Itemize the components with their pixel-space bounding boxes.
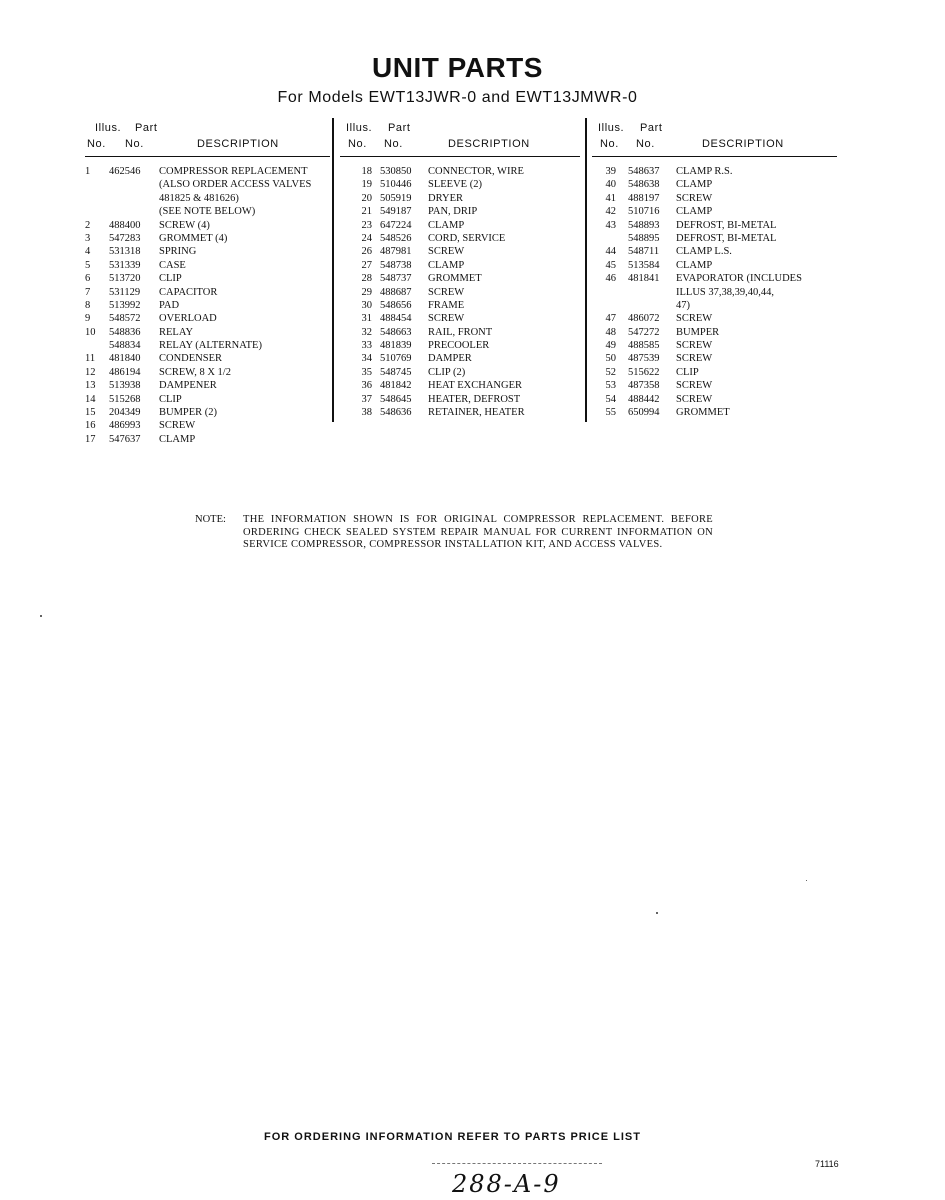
cell-desc: SCREW <box>676 380 713 392</box>
cell-desc: SPRING <box>159 246 197 258</box>
cell-illus: 43 <box>605 219 616 231</box>
parts-rows <box>592 165 837 419</box>
header-part: Part <box>388 122 411 134</box>
cell-part: 513584 <box>628 259 660 271</box>
cell-part: 462546 <box>109 166 141 177</box>
table-row <box>340 178 580 191</box>
table-row <box>340 379 580 392</box>
note-label: NOTE: <box>195 514 226 525</box>
cell-desc: RELAY (ALTERNATE) <box>159 340 262 352</box>
header-illus: Illus. <box>346 122 373 134</box>
cell-illus: 47 <box>605 313 616 325</box>
table-row <box>85 379 330 392</box>
table-row <box>85 245 330 258</box>
column-header <box>340 120 580 157</box>
cell-desc: CLAMP <box>676 206 713 218</box>
cell-desc: DEFROST, BI-METAL <box>676 219 777 231</box>
cell-desc: OVERLOAD <box>159 313 217 325</box>
cell-illus: 10 <box>85 326 96 338</box>
table-row <box>340 165 580 178</box>
cell-desc: DEFROST, BI-METAL <box>676 232 777 244</box>
header-no: No. <box>125 138 144 150</box>
table-row <box>340 245 580 258</box>
table-row <box>592 178 837 191</box>
cell-desc: FRAME <box>428 299 465 311</box>
cell-illus: 11 <box>85 353 96 365</box>
page-title: UNIT PARTS <box>372 52 543 83</box>
cell-illus: 24 <box>361 232 372 244</box>
cell-illus: 41 <box>605 192 616 204</box>
cell-illus: 30 <box>361 299 372 311</box>
scan-speck <box>806 880 807 881</box>
cell-part: 486194 <box>109 366 141 378</box>
cell-part: 488197 <box>628 192 660 204</box>
cell-desc: SCREW <box>676 393 713 405</box>
cell-part: 548637 <box>628 166 660 177</box>
column-divider <box>585 118 587 422</box>
cell-illus: 44 <box>605 246 616 258</box>
table-row <box>592 192 837 205</box>
header-no: No. <box>636 138 655 150</box>
cell-illus: 17 <box>85 433 96 445</box>
cell-illus: 53 <box>605 380 616 392</box>
cell-illus: 6 <box>85 273 91 285</box>
cell-illus: 52 <box>605 366 616 378</box>
cell-illus: 55 <box>605 407 616 419</box>
table-row <box>592 232 837 245</box>
cell-illus: 21 <box>361 206 372 218</box>
table-row <box>85 326 330 339</box>
table-row <box>340 299 580 312</box>
cell-illus: 35 <box>361 366 372 378</box>
cell-desc: ILLUS 37,38,39,40,44, <box>676 286 774 298</box>
parts-rows <box>85 165 330 446</box>
cell-illus: 48 <box>605 326 616 338</box>
cell-desc: HEAT EXCHANGER <box>428 380 523 392</box>
cell-part: 513992 <box>109 299 141 311</box>
cell-desc: CLAMP <box>428 219 465 231</box>
table-row <box>592 259 837 272</box>
table-row <box>340 272 580 285</box>
cell-part: 487539 <box>628 353 660 365</box>
cell-part: 548893 <box>628 219 660 231</box>
cell-illus: 33 <box>361 340 372 352</box>
cell-desc: BUMPER <box>676 326 720 338</box>
cell-illus: 1 <box>85 166 91 177</box>
cell-part: 548711 <box>628 246 660 258</box>
cell-illus: 9 <box>85 313 91 325</box>
cell-illus: 45 <box>605 259 616 271</box>
page-subtitle: For Models EWT13JWR-0 and EWT13JMWR-0 <box>277 89 638 106</box>
cell-part: 513938 <box>109 380 141 392</box>
header-no: No. <box>600 138 619 150</box>
cell-part: 548745 <box>380 366 412 378</box>
table-row <box>340 326 580 339</box>
cell-desc: CONDENSER <box>159 353 223 365</box>
table-row <box>592 366 837 379</box>
cell-desc: CLAMP L.S. <box>676 246 732 258</box>
cell-part: 488454 <box>380 313 412 325</box>
table-row <box>340 192 580 205</box>
cell-part: 481841 <box>628 273 660 285</box>
header-no: No. <box>87 138 106 150</box>
cell-part: 548638 <box>628 179 660 191</box>
cell-part: 488400 <box>109 219 141 231</box>
column-header <box>592 120 837 157</box>
table-row <box>85 219 330 232</box>
cell-desc: SCREW <box>676 340 713 352</box>
cell-desc: CLIP (2) <box>428 366 466 378</box>
table-row <box>592 339 837 352</box>
table-row <box>85 205 330 218</box>
table-row <box>85 393 330 406</box>
cell-desc: CLAMP <box>676 259 713 271</box>
cell-desc: GROMMET <box>676 407 730 419</box>
table-row <box>592 245 837 258</box>
scan-speck <box>656 912 658 914</box>
cell-desc: CORD, SERVICE <box>428 232 506 244</box>
table-row <box>340 366 580 379</box>
cell-part: 515622 <box>628 366 660 378</box>
cell-part: 486993 <box>109 420 141 432</box>
table-row <box>85 433 330 446</box>
cell-illus: 50 <box>605 353 616 365</box>
cell-part: 547637 <box>109 433 141 445</box>
cell-desc: GROMMET (4) <box>159 232 228 244</box>
cell-desc: SCREW <box>428 286 465 298</box>
cell-illus: 38 <box>361 407 372 419</box>
cell-part: 531339 <box>109 259 141 271</box>
cell-desc: PRECOOLER <box>428 340 490 352</box>
cell-illus: 26 <box>361 246 372 258</box>
cell-part: 513720 <box>109 273 141 285</box>
table-row <box>592 219 837 232</box>
cell-part: 548645 <box>380 393 412 405</box>
cell-desc: CLIP <box>159 273 182 285</box>
cell-part: 530850 <box>380 166 412 177</box>
cell-illus: 20 <box>361 192 372 204</box>
cell-part: 486072 <box>628 313 660 325</box>
table-row <box>85 419 330 432</box>
table-row <box>85 272 330 285</box>
table-row <box>85 352 330 365</box>
cell-illus: 23 <box>361 219 372 231</box>
cell-illus: 42 <box>605 206 616 218</box>
table-row <box>592 205 837 218</box>
table-row <box>340 219 580 232</box>
cell-desc: SCREW <box>676 353 713 365</box>
table-row <box>85 178 330 191</box>
header-description: DESCRIPTION <box>448 138 530 150</box>
cell-desc: SLEEVE (2) <box>428 179 482 191</box>
cell-part: 547283 <box>109 232 141 244</box>
cell-desc: CONNECTOR, WIRE <box>428 166 524 177</box>
cell-desc: CAPACITOR <box>159 286 218 298</box>
table-row <box>592 286 837 299</box>
cell-illus: 4 <box>85 246 91 258</box>
footer-ordering-info: FOR ORDERING INFORMATION REFER TO PARTS PRICE LIST <box>264 1131 641 1143</box>
cell-desc: PAD <box>159 299 180 311</box>
header-illus: Illus. <box>598 122 625 134</box>
cell-desc: CLAMP <box>676 179 713 191</box>
cell-desc: CLAMP <box>428 259 465 271</box>
table-row <box>85 299 330 312</box>
cell-part: 548636 <box>380 407 412 419</box>
column-divider <box>332 118 334 422</box>
cell-part: 548572 <box>109 313 141 325</box>
cell-illus: 5 <box>85 259 91 271</box>
cell-desc: PAN, DRIP <box>428 206 478 218</box>
cell-desc: SCREW (4) <box>159 219 210 231</box>
cell-desc: CASE <box>159 259 186 271</box>
column-header <box>85 120 330 157</box>
cell-desc: CLAMP R.S. <box>676 166 733 177</box>
cell-desc: (ALSO ORDER ACCESS VALVES <box>159 179 312 191</box>
table-row <box>592 312 837 325</box>
cell-part: 647224 <box>380 219 412 231</box>
cell-desc: RAIL, FRONT <box>428 326 493 338</box>
table-row <box>85 406 330 419</box>
cell-part: 204349 <box>109 407 141 419</box>
table-row <box>340 352 580 365</box>
cell-part: 505919 <box>380 192 412 204</box>
cell-desc: SCREW <box>428 313 465 325</box>
cell-illus: 18 <box>361 166 372 177</box>
cell-part: 548895 <box>628 232 660 244</box>
cell-desc: GROMMET <box>428 273 482 285</box>
cell-illus: 27 <box>361 259 372 271</box>
cell-illus: 31 <box>361 313 372 325</box>
table-row <box>592 393 837 406</box>
cell-illus: 54 <box>605 393 616 405</box>
cell-illus: 32 <box>361 326 372 338</box>
document-number: 71116 <box>815 1159 839 1169</box>
cell-illus: 29 <box>361 286 372 298</box>
cell-desc: 47) <box>676 299 690 311</box>
cell-desc: SCREW <box>159 420 196 432</box>
cell-desc: 481825 & 481626) <box>159 192 239 204</box>
cell-illus: 3 <box>85 232 91 244</box>
table-row <box>592 299 837 312</box>
header-no: No. <box>348 138 367 150</box>
table-row <box>340 259 580 272</box>
note-text: THE INFORMATION SHOWN IS FOR ORIGINAL COMPRESSOR REPLACEMENT. BEFORE ORDERING CHECK SEALED SYSTEM REPAIR MANUAL FOR CURRENT INFORMATION ON SERVICE COMPRESSOR, COMPRESSOR INSTALLATION KIT, AND ACCESS VALVES. <box>243 514 713 550</box>
cell-desc: (SEE NOTE BELOW) <box>159 206 256 218</box>
cell-desc: SCREW <box>428 246 465 258</box>
parts-column-3 <box>592 120 837 419</box>
cell-desc: BUMPER (2) <box>159 407 218 419</box>
cell-desc: SCREW <box>676 313 713 325</box>
cell-illus: 49 <box>605 340 616 352</box>
cell-illus: 16 <box>85 420 96 432</box>
cell-desc: COMPRESSOR REPLACEMENT <box>159 166 308 177</box>
cell-desc: DAMPENER <box>159 380 217 392</box>
parts-column-2 <box>340 120 580 419</box>
cell-illus: 19 <box>361 179 372 191</box>
cell-desc: HEATER, DEFROST <box>428 393 521 405</box>
cell-part: 549187 <box>380 206 412 218</box>
header-part: Part <box>135 122 158 134</box>
cell-desc: EVAPORATOR (INCLUDES <box>676 273 802 285</box>
cell-part: 481840 <box>109 353 141 365</box>
table-row <box>340 205 580 218</box>
table-row <box>85 192 330 205</box>
cell-part: 548834 <box>109 340 141 352</box>
cell-part: 548663 <box>380 326 412 338</box>
cell-desc: RELAY <box>159 326 194 338</box>
cell-part: 548738 <box>380 259 412 271</box>
table-row <box>85 165 330 178</box>
table-row <box>592 352 837 365</box>
table-row <box>85 286 330 299</box>
table-row <box>340 393 580 406</box>
cell-desc: DAMPER <box>428 353 472 365</box>
cell-illus: 46 <box>605 273 616 285</box>
cell-part: 515268 <box>109 393 141 405</box>
cell-part: 531129 <box>109 286 141 298</box>
cell-part: 510446 <box>380 179 412 191</box>
cell-desc: SCREW <box>676 192 713 204</box>
cell-desc: DRYER <box>428 192 464 204</box>
handwritten-code: 288-A-9 <box>452 1170 561 1198</box>
cell-part: 547272 <box>628 326 660 338</box>
header-description: DESCRIPTION <box>197 138 279 150</box>
cell-desc: CLIP <box>676 366 699 378</box>
cell-illus: 2 <box>85 219 91 231</box>
table-row <box>85 339 330 352</box>
cell-illus: 8 <box>85 299 91 311</box>
cell-illus: 34 <box>361 353 372 365</box>
table-row <box>592 406 837 419</box>
cell-illus: 39 <box>605 166 616 177</box>
cell-part: 481839 <box>380 340 412 352</box>
table-row <box>592 165 837 178</box>
cell-part: 548526 <box>380 232 412 244</box>
cell-part: 510769 <box>380 353 412 365</box>
cell-desc: RETAINER, HEATER <box>428 407 525 419</box>
cell-part: 548737 <box>380 273 412 285</box>
table-row <box>592 326 837 339</box>
cell-part: 650994 <box>628 407 660 419</box>
cell-part: 487358 <box>628 380 660 392</box>
cell-illus: 15 <box>85 407 96 419</box>
cell-part: 531318 <box>109 246 141 258</box>
cell-part: 548656 <box>380 299 412 311</box>
parts-column-1 <box>85 120 330 446</box>
cell-illus: 12 <box>85 366 96 378</box>
cell-desc: CLAMP <box>159 433 196 445</box>
cell-part: 510716 <box>628 206 660 218</box>
cell-part: 488687 <box>380 286 412 298</box>
cell-illus: 28 <box>361 273 372 285</box>
table-row <box>85 259 330 272</box>
table-row <box>85 366 330 379</box>
cell-part: 488585 <box>628 340 660 352</box>
faint-divider <box>432 1163 602 1165</box>
cell-illus: 7 <box>85 286 91 298</box>
cell-illus: 13 <box>85 380 96 392</box>
table-row <box>340 286 580 299</box>
scan-speck <box>40 615 42 617</box>
cell-part: 488442 <box>628 393 660 405</box>
cell-illus: 40 <box>605 179 616 191</box>
table-row <box>592 379 837 392</box>
cell-part: 487981 <box>380 246 412 258</box>
cell-desc: CLIP <box>159 393 182 405</box>
cell-illus: 37 <box>361 393 372 405</box>
header-description: DESCRIPTION <box>702 138 784 150</box>
table-row <box>340 312 580 325</box>
table-row <box>85 232 330 245</box>
cell-illus: 14 <box>85 393 96 405</box>
header-illus: Illus. <box>95 122 122 134</box>
header-part: Part <box>640 122 663 134</box>
cell-desc: SCREW, 8 X 1/2 <box>159 366 231 378</box>
table-row <box>340 339 580 352</box>
table-row <box>340 406 580 419</box>
table-row <box>85 312 330 325</box>
table-row <box>340 232 580 245</box>
parts-rows <box>340 165 580 419</box>
cell-part: 481842 <box>380 380 412 392</box>
cell-illus: 36 <box>361 380 372 392</box>
cell-part: 548836 <box>109 326 141 338</box>
table-row <box>592 272 837 285</box>
header-no: No. <box>384 138 403 150</box>
